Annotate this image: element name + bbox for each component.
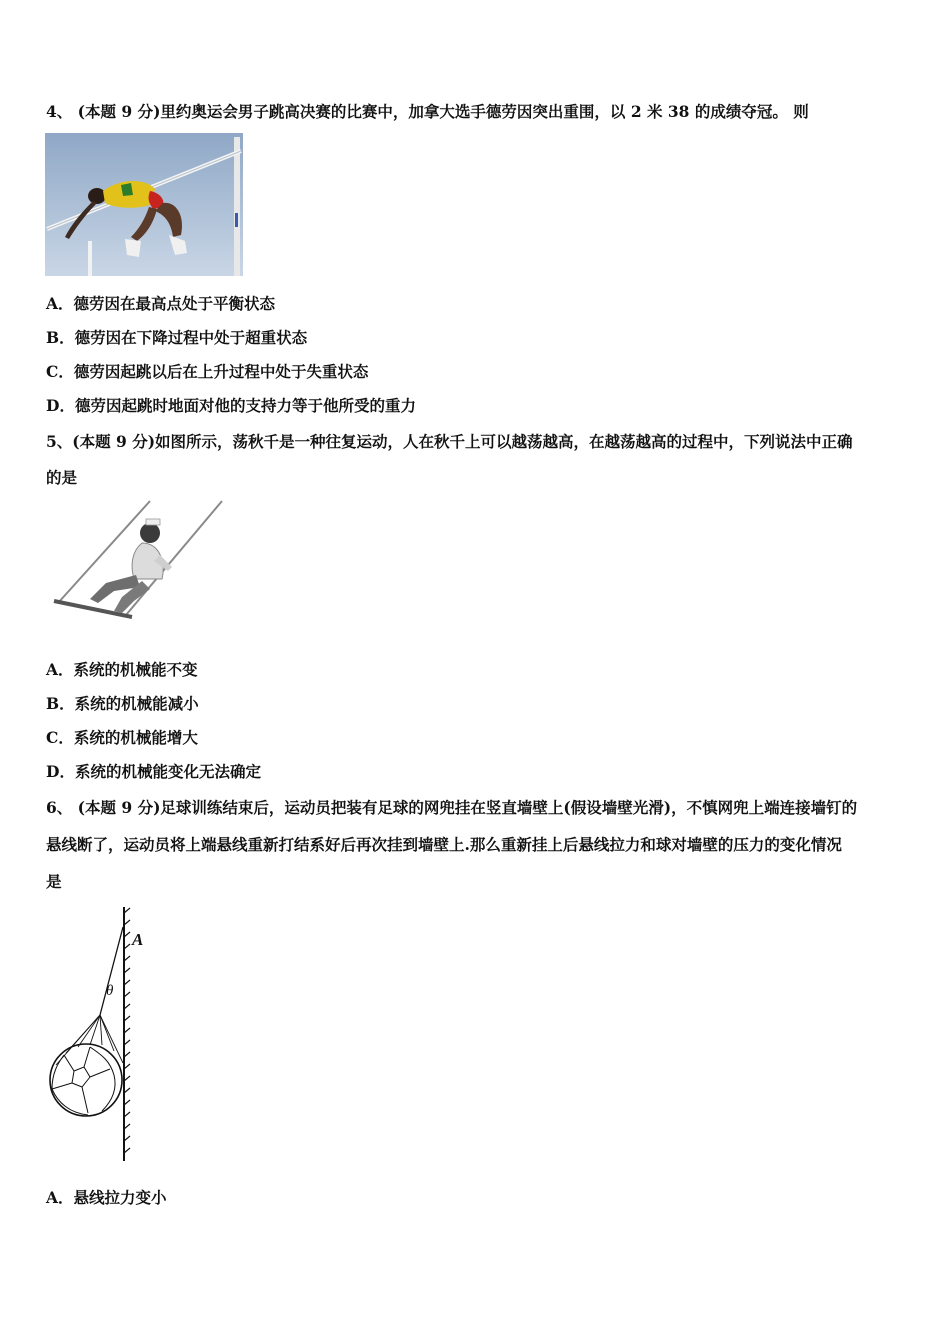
q5-option-b: B．系统的机械能减小 xyxy=(46,694,199,713)
q4-option-b: B．德劳因在下降过程中处于超重状态 xyxy=(46,328,308,347)
q4-option-c: C．德劳因起跳以后在上升过程中处于失重状态 xyxy=(46,362,369,381)
q5-stem-line1: 5、(本题 9 分)如图所示，荡秋千是一种往复运动，人在秋千上可以越荡越高，在越荡越高的过程中，下列说法中正确 xyxy=(46,432,853,451)
q6-stem-line2: 悬线断了，运动员将上端悬线重新打结系好后再次挂到墙壁上.那么重新挂上后悬线拉力和球对墙壁的压力的变化情况 xyxy=(46,835,842,854)
q6-stem-line3: 是 xyxy=(46,872,62,891)
angle-label-theta: θ xyxy=(106,983,114,999)
q5-stem-line2: 的是 xyxy=(46,468,78,487)
q4-stem: 4、 (本题 9 分)里约奥运会男子跳高决赛的比赛中，加拿大选手德劳因突出重围，以 2 米 38 的成绩夺冠。 则 xyxy=(46,102,809,121)
q5-option-d: D．系统的机械能变化无法确定 xyxy=(46,762,261,781)
q4-option-d: D．德劳因起跳时地面对他的支持力等于他所受的重力 xyxy=(46,396,416,415)
q6-option-a: A．悬线拉力变小 xyxy=(46,1188,167,1207)
point-label-a: A xyxy=(132,930,144,949)
q5-option-c: C．系统的机械能增大 xyxy=(46,728,198,747)
ball-net-diagram xyxy=(44,905,156,1163)
q5-option-a: A．系统的机械能不变 xyxy=(46,660,198,679)
high-jump-photo xyxy=(45,133,243,276)
swing-photo xyxy=(50,497,225,622)
q4-option-a: A．德劳因在最高点处于平衡状态 xyxy=(46,294,276,313)
q6-stem-line1: 6、 (本题 9 分)足球训练结束后，运动员把装有足球的网兜挂在竖直墙壁上(假设墙壁光滑)，不慎网兜上端连接墙钉的 xyxy=(46,798,858,817)
